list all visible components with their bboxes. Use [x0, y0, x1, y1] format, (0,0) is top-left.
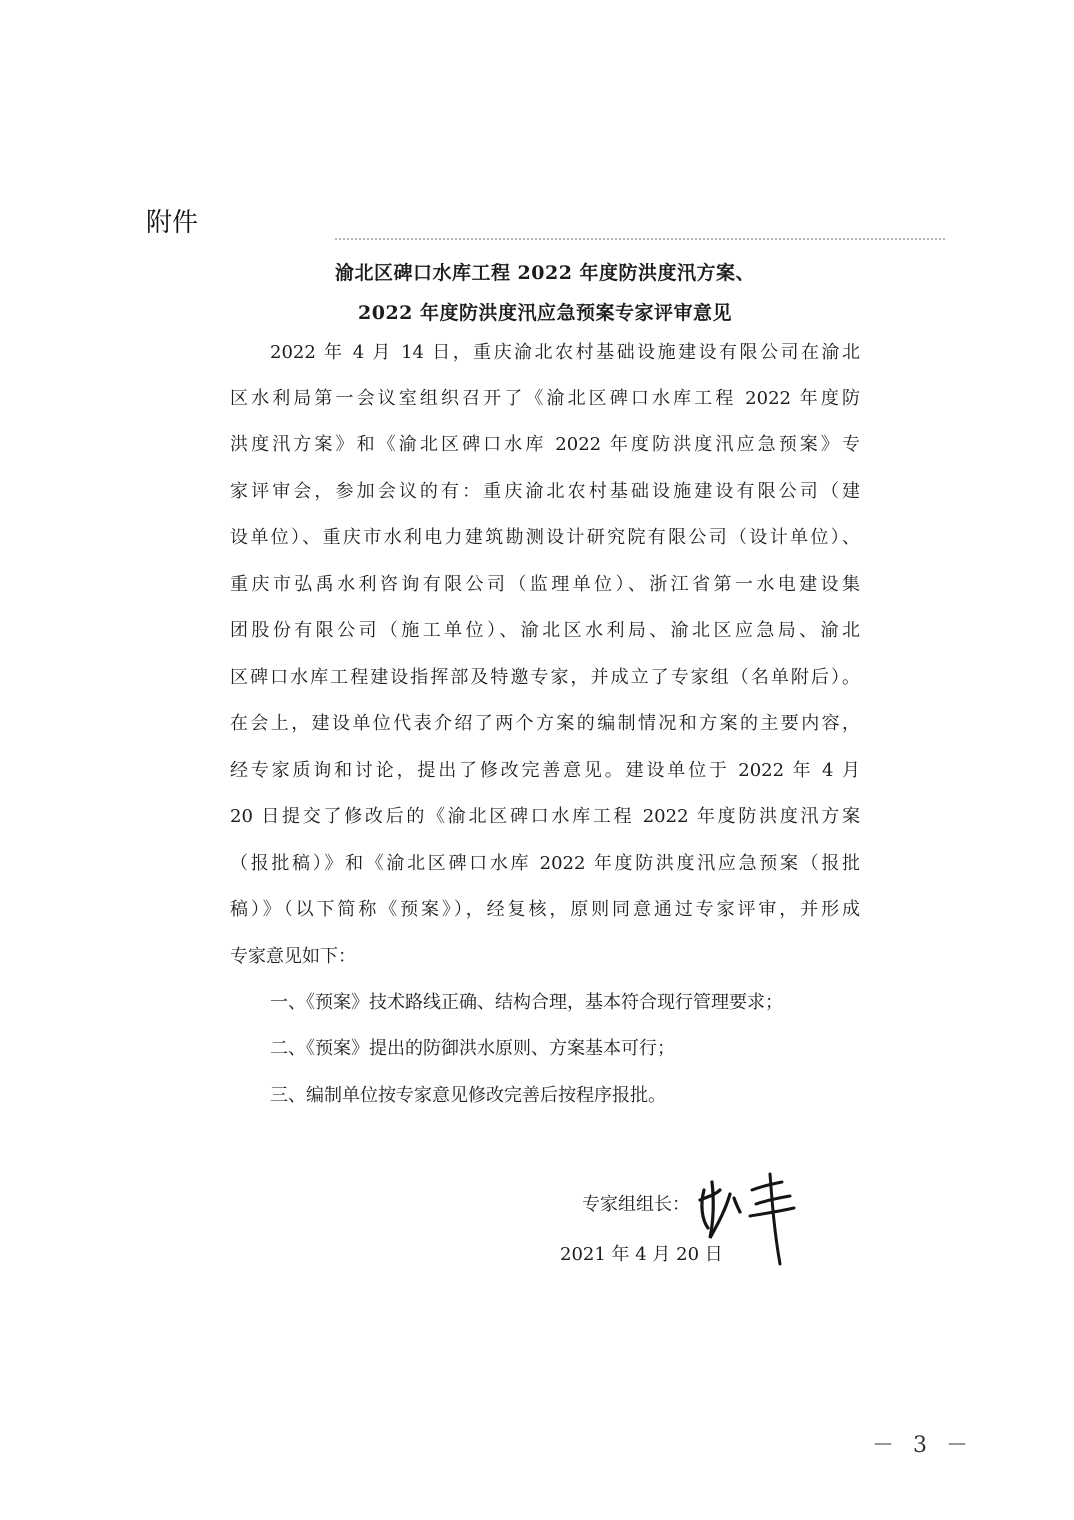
- document-title-line-1: 渝北区碑口水库工程 2022 年度防洪度汛方案、: [334, 262, 756, 284]
- paragraph-line: 区水利局第一会议室组织召开了《渝北区碑口水库工程 2022 年度防: [230, 388, 860, 409]
- paragraph-line: （报批稿）》和《渝北区碑口水库 2022 年度防洪度汛应急预案（报批: [230, 853, 860, 874]
- opinion-item: 一、《预案》技术路线正确、结构合理，基本符合现行管理要求；: [270, 992, 783, 1013]
- paragraph-line: 洪度汛方案》和《渝北区碑口水库 2022 年度防洪度汛应急预案》专: [230, 434, 860, 455]
- paragraph-line: 设单位）、重庆市水利电力建筑勘测设计研究院有限公司（设计单位）、: [230, 527, 860, 548]
- paragraph-line: 区碑口水库工程建设指挥部及特邀专家，并成立了专家组（名单附后）。: [230, 667, 860, 688]
- paragraph-line: 稿）》（以下简称《预案》），经复核，原则同意通过专家评审，并形成: [230, 899, 860, 920]
- page-number: － 3 －: [872, 1433, 974, 1458]
- paragraph-line: 团股份有限公司（施工单位）、渝北区水利局、渝北区应急局、渝北: [230, 620, 860, 641]
- paragraph-line: 2022 年 4 月 14 日，重庆渝北农村基础设施建设有限公司在渝北: [270, 342, 860, 363]
- paragraph-line: 经专家质询和讨论，提出了修改完善意见。建设单位于 2022 年 4 月: [230, 760, 860, 781]
- signature-label: 专家组组长：: [582, 1194, 690, 1215]
- paragraph-line: 在会上，建设单位代表介绍了两个方案的编制情况和方案的主要内容，: [230, 713, 860, 734]
- paragraph-line: 20 日提交了修改后的《渝北区碑口水库工程 2022 年度防洪度汛方案: [230, 806, 860, 827]
- scan-artifact-line: [335, 238, 945, 240]
- opinion-item: 二、《预案》提出的防御洪水原则、方案基本可行；: [270, 1038, 675, 1059]
- opinion-item: 三、编制单位按专家意见修改完善后按程序报批。: [270, 1085, 666, 1106]
- paragraph-line: 专家意见如下：: [230, 946, 356, 967]
- signature-date: 2021 年 4 月 20 日: [560, 1244, 723, 1265]
- attachment-label: 附件: [146, 208, 199, 238]
- document-title-line-2: 2022 年度防洪度汛应急预案专家评审意见: [358, 302, 732, 324]
- paragraph-line: 重庆市弘禹水利咨询有限公司（监理单位）、浙江省第一水电建设集: [230, 574, 860, 595]
- paragraph-line: 家评审会，参加会议的有：重庆渝北农村基础设施建设有限公司（建: [230, 481, 860, 502]
